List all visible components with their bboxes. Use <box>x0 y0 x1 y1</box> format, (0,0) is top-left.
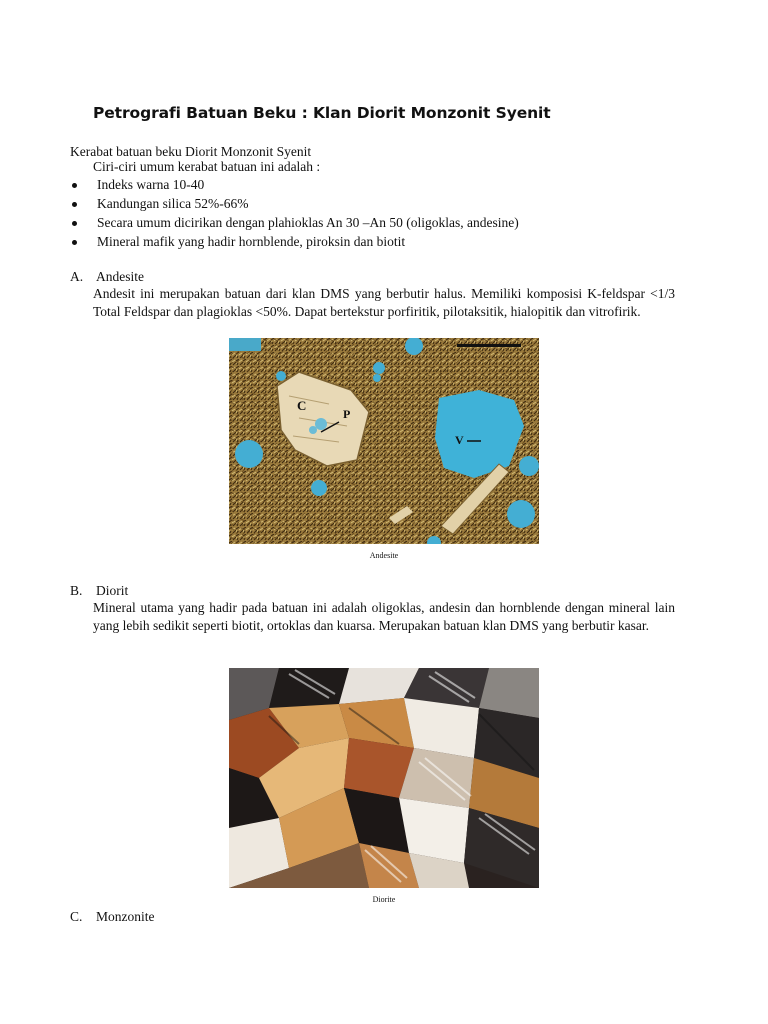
intro-line: Kerabat batuan beku Diorit Monzonit Syenit <box>70 144 312 159</box>
photo-label-v: V <box>455 433 464 447</box>
andesite-photomicrograph <box>229 338 539 544</box>
characteristics-list <box>70 176 519 252</box>
bullet-icon <box>72 240 77 245</box>
list-item: Kandungan silica 52%-66% <box>70 195 519 214</box>
bullet-icon <box>72 221 77 226</box>
section-title: Monzonite <box>96 909 155 924</box>
list-item: Mineral mafik yang hadir hornblende, piroksin dan biotit <box>70 233 519 252</box>
section-letter: A. <box>70 269 84 284</box>
photo-label-c: C <box>297 398 307 413</box>
section-letter: C. <box>70 909 83 924</box>
diorite-photomicrograph <box>229 668 539 888</box>
section-heading-monzonite <box>70 908 155 926</box>
andesite-caption: Andesite <box>369 551 399 560</box>
bullet-icon <box>72 202 77 207</box>
page-title: Petrografi Batuan Beku : Klan Diorit Monzonit Syenit <box>93 104 551 122</box>
list-item: Indeks warna 10-40 <box>70 176 519 195</box>
list-item: Secara umum dicirikan dengan plahioklas An 30 –An 50 (oligoklas, andesine) <box>70 214 519 233</box>
section-heading-diorit <box>70 582 128 600</box>
andesite-paragraph: Andesit ini merupakan batuan dari klan DMS yang berbutir halus. Memiliki komposisi K-feldspar <1/3 Total Feldspar dan plagioklas <50%. Dapat bertekstur porfiritik, pilotaksitik, hialopitik dan vitrofirik. <box>93 286 675 319</box>
section-title: Andesite <box>96 269 144 284</box>
bullet-icon <box>72 183 77 188</box>
photo-label-p: P <box>343 407 351 421</box>
section-heading-andesite <box>70 268 144 286</box>
section-title: Diorit <box>96 583 129 598</box>
section-letter: B. <box>70 583 83 598</box>
diorit-paragraph: Mineral utama yang hadir pada batuan ini adalah oligoklas, andesin dan hornblende dengan mineral lain yang lebih sedikit seperti biotit, ortoklas dan kuarsa. Merupakan batuan klan DMS yang berbutir kasar. <box>93 600 675 633</box>
diorite-caption: Diorite <box>372 895 396 904</box>
intro-subline: Ciri-ciri umum kerabat batuan ini adalah : <box>93 159 321 174</box>
